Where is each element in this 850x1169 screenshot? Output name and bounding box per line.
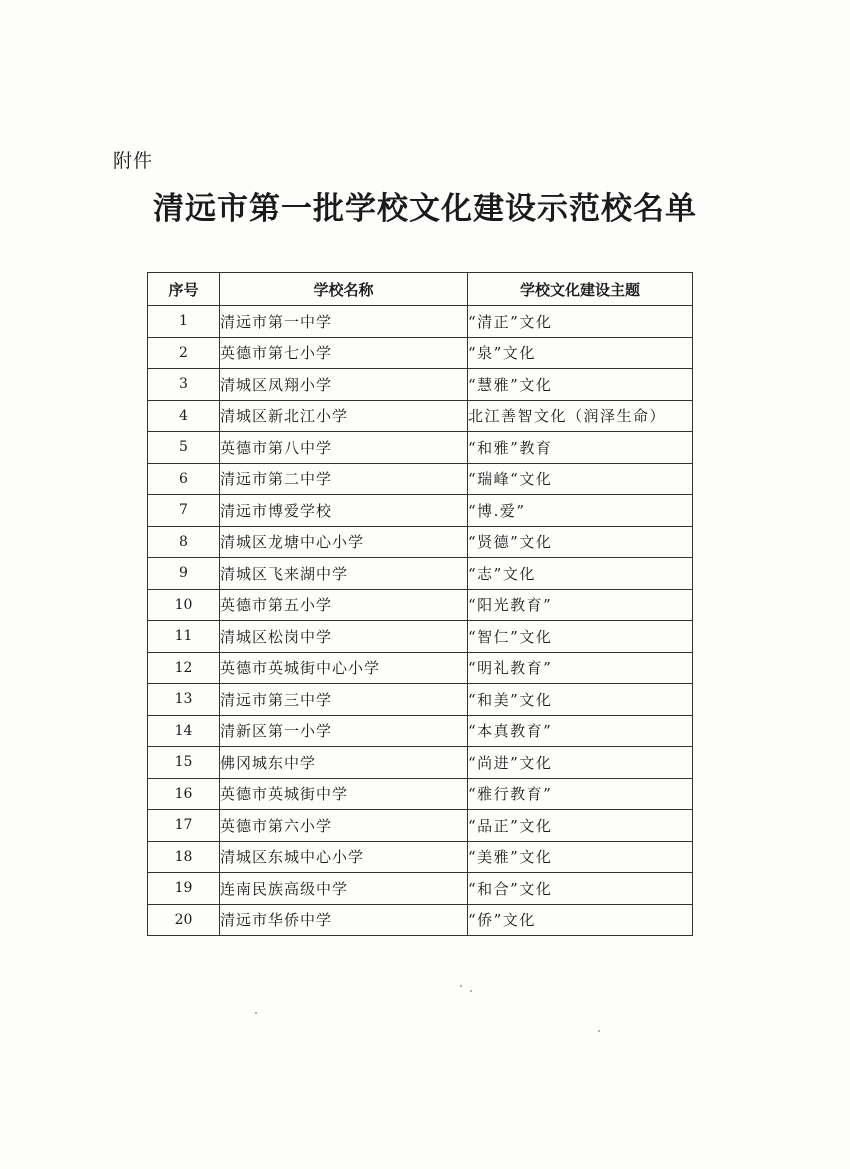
cell-number: 6 [148, 463, 220, 495]
cell-school-name: 清远市博爱学校 [220, 495, 468, 527]
school-roster-table [147, 272, 693, 936]
cell-number: 20 [148, 904, 220, 936]
table-row [148, 652, 693, 684]
table-row [148, 841, 693, 873]
table-row [148, 558, 693, 590]
cell-number: 14 [148, 715, 220, 747]
cell-culture-theme: “和雅”教育 [468, 432, 693, 464]
cell-culture-theme: “志”文化 [468, 558, 693, 590]
cell-school-name: 连南民族高级中学 [220, 873, 468, 905]
cell-school-name: 英德市第五小学 [220, 589, 468, 621]
cell-school-name: 清城区东城中心小学 [220, 841, 468, 873]
cell-culture-theme: “阳光教育” [468, 589, 693, 621]
cell-school-name: 清城区飞来湖中学 [220, 558, 468, 590]
table-row [148, 715, 693, 747]
cell-culture-theme: “瑞峰“文化 [468, 463, 693, 495]
cell-number: 16 [148, 778, 220, 810]
header-culture-theme: 学校文化建设主题 [468, 273, 693, 306]
cell-number: 3 [148, 369, 220, 401]
cell-school-name: 清远市第三中学 [220, 684, 468, 716]
cell-number: 5 [148, 432, 220, 464]
cell-number: 13 [148, 684, 220, 716]
cell-culture-theme: “泉”文化 [468, 337, 693, 369]
table-row [148, 873, 693, 905]
cell-number: 9 [148, 558, 220, 590]
cell-culture-theme: “侨”文化 [468, 904, 693, 936]
cell-culture-theme: “本真教育” [468, 715, 693, 747]
scan-speck [598, 1030, 600, 1032]
table-row [148, 526, 693, 558]
table-row [148, 400, 693, 432]
cell-number: 7 [148, 495, 220, 527]
cell-number: 11 [148, 621, 220, 653]
table-row [148, 810, 693, 842]
cell-culture-theme: “和美”文化 [468, 684, 693, 716]
cell-number: 17 [148, 810, 220, 842]
cell-school-name: 英德市英城街中心小学 [220, 652, 468, 684]
table-row [148, 369, 693, 401]
cell-school-name: 清远市第一中学 [220, 306, 468, 338]
cell-culture-theme: “智仁”文化 [468, 621, 693, 653]
table-row [148, 684, 693, 716]
cell-number: 15 [148, 747, 220, 779]
scan-speck [460, 985, 462, 987]
cell-culture-theme: “清正”文化 [468, 306, 693, 338]
cell-culture-theme: 北江善智文化（润泽生命） [468, 400, 693, 432]
cell-number: 8 [148, 526, 220, 558]
table-row [148, 778, 693, 810]
table-row [148, 337, 693, 369]
table-row [148, 306, 693, 338]
cell-culture-theme: “品正”文化 [468, 810, 693, 842]
table-row [148, 432, 693, 464]
cell-culture-theme: “贤德”文化 [468, 526, 693, 558]
cell-number: 10 [148, 589, 220, 621]
cell-culture-theme: “雅行教育” [468, 778, 693, 810]
cell-school-name: 佛冈城东中学 [220, 747, 468, 779]
cell-number: 1 [148, 306, 220, 338]
header-number: 序号 [148, 273, 220, 306]
header-school-name: 学校名称 [220, 273, 468, 306]
cell-school-name: 清城区凤翔小学 [220, 369, 468, 401]
cell-culture-theme: “慧雅”文化 [468, 369, 693, 401]
table-row [148, 621, 693, 653]
table-row [148, 463, 693, 495]
table-header-row [148, 273, 693, 306]
cell-culture-theme: “和合”文化 [468, 873, 693, 905]
table-row [148, 495, 693, 527]
cell-school-name: 英德市第八中学 [220, 432, 468, 464]
cell-school-name: 清新区第一小学 [220, 715, 468, 747]
cell-school-name: 清城区松岗中学 [220, 621, 468, 653]
cell-number: 4 [148, 400, 220, 432]
cell-culture-theme: “博.爱” [468, 495, 693, 527]
cell-school-name: 英德市第七小学 [220, 337, 468, 369]
attachment-label: 附件 [113, 150, 154, 172]
scan-speck [255, 1012, 257, 1014]
cell-number: 19 [148, 873, 220, 905]
cell-culture-theme: “尚进”文化 [468, 747, 693, 779]
table-row [148, 747, 693, 779]
cell-school-name: 英德市第六小学 [220, 810, 468, 842]
table-row [148, 589, 693, 621]
cell-number: 2 [148, 337, 220, 369]
scan-speck [470, 990, 472, 992]
cell-school-name: 清城区龙塘中心小学 [220, 526, 468, 558]
cell-school-name: 清城区新北江小学 [220, 400, 468, 432]
table-row [148, 904, 693, 936]
cell-number: 18 [148, 841, 220, 873]
cell-number: 12 [148, 652, 220, 684]
cell-school-name: 清远市第二中学 [220, 463, 468, 495]
cell-culture-theme: “美雅”文化 [468, 841, 693, 873]
cell-school-name: 英德市英城街中学 [220, 778, 468, 810]
cell-school-name: 清远市华侨中学 [220, 904, 468, 936]
cell-culture-theme: “明礼教育” [468, 652, 693, 684]
document-title: 清远市第一批学校文化建设示范校名单 [153, 191, 697, 227]
